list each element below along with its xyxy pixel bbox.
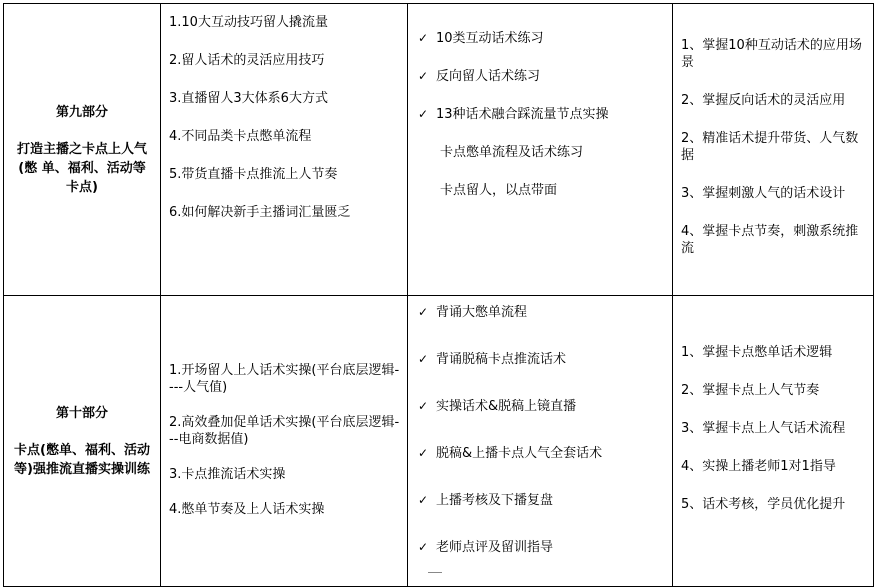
practice-text: 上播考核及下播复盘: [436, 493, 554, 508]
practice-text: 反向留人话术练习: [436, 69, 541, 84]
practice-text: 13种话术融合踩流量节点实操: [436, 107, 609, 122]
practice-text: 卡点憋单流程及话术练习: [440, 145, 584, 160]
checkmark-icon: ✓: [418, 493, 429, 507]
goal-item: 1、掌握10种互动话术的应用场景: [681, 38, 862, 70]
practice-item: [418, 445, 668, 462]
content-cell: [161, 4, 408, 296]
part-number: 第九部分: [55, 104, 108, 120]
practice-text: 背诵脱稿卡点推流话术: [436, 352, 567, 367]
practice-text: 实操话术&脱稿上镜直播: [436, 399, 577, 414]
practice-item: [418, 30, 668, 47]
goal-item: 3、掌握刺激人气的话术设计: [681, 186, 846, 201]
content-item: 1.10大互动技巧留人撬流量: [169, 15, 328, 30]
content-item: 4.憋单节奏及上人话术实操: [169, 502, 325, 517]
content-item: 2.高效叠加促单话术实操(平台底层逻辑---电商数据值): [169, 415, 400, 447]
checkmark-icon: ✓: [418, 352, 429, 366]
practice-text: 脱稿&上播卡点人气全套话术: [436, 446, 603, 461]
content-item: 2.留人话术的灵活应用技巧: [169, 53, 325, 68]
checkmark-icon: ✓: [418, 107, 429, 121]
checkmark-icon: ✓: [418, 540, 429, 554]
part-topic: 打造主播之卡点上人气(憋 单、福利、活动等卡点): [16, 141, 147, 195]
goal-item: 2、掌握反向话术的灵活应用: [681, 93, 846, 108]
checkmark-icon: ✓: [418, 31, 429, 45]
content-item: 3.直播留人3大体系6大方式: [169, 91, 328, 106]
practice-item: [418, 539, 668, 556]
practice-text: 卡点留人，以点带面: [440, 183, 558, 198]
goal-item: 5、话术考核，学员优化提升: [681, 497, 846, 512]
table-row: [4, 4, 874, 296]
checkmark-icon: ✓: [418, 399, 429, 413]
practice-text: 10类互动话术练习: [436, 31, 544, 46]
practice-item: [418, 351, 668, 368]
content-item: 1.开场留人上人话术实操(平台底层逻辑----人气值): [169, 363, 400, 395]
practice-item: [418, 144, 668, 161]
table-row: [4, 296, 874, 587]
content-item: 6.如何解决新手主播词汇量匮乏: [169, 205, 351, 220]
goal-item: 4、掌握卡点节奏，刺激系统推流: [681, 224, 859, 256]
practice-cell: [408, 296, 673, 587]
content-item: 4.不同品类卡点憋单流程: [169, 129, 312, 144]
goal-item: 2、掌握卡点上人气节奏: [681, 383, 820, 398]
course-table: [3, 3, 874, 587]
section-title-cell: [4, 4, 161, 296]
page-edge-mark: [428, 568, 442, 573]
practice-text: 老师点评及留训指导: [436, 540, 554, 555]
goal-item: 3、掌握卡点上人气话术流程: [681, 421, 846, 436]
practice-item: [418, 106, 668, 123]
goal-item: 1、掌握卡点憋单话术逻辑: [681, 345, 833, 360]
content-item: 5.带货直播卡点推流上人节奏: [169, 167, 338, 182]
goal-item: 2、精准话术提升带货、人气数据: [681, 131, 859, 163]
section-title-cell: [4, 296, 161, 587]
practice-text: 背诵大憋单流程: [436, 305, 528, 320]
checkmark-icon: ✓: [418, 305, 429, 319]
goals-cell: [673, 296, 874, 587]
content-cell: [161, 296, 408, 587]
checkmark-icon: ✓: [418, 69, 429, 83]
practice-item: [418, 304, 668, 321]
practice-item: [418, 398, 668, 415]
goal-item: 4、实操上播老师1对1指导: [681, 459, 836, 474]
content-item: 3.卡点推流话术实操: [169, 467, 286, 482]
practice-cell: [408, 4, 673, 296]
checkmark-icon: ✓: [418, 446, 429, 460]
goals-cell: [673, 4, 874, 296]
practice-item: [418, 492, 668, 509]
practice-item: [418, 182, 668, 199]
part-topic: 卡点(憋单、福利、活动 等)强推流直播实操训练: [14, 442, 150, 477]
practice-item: [418, 68, 668, 85]
part-number: 第十部分: [55, 405, 108, 421]
